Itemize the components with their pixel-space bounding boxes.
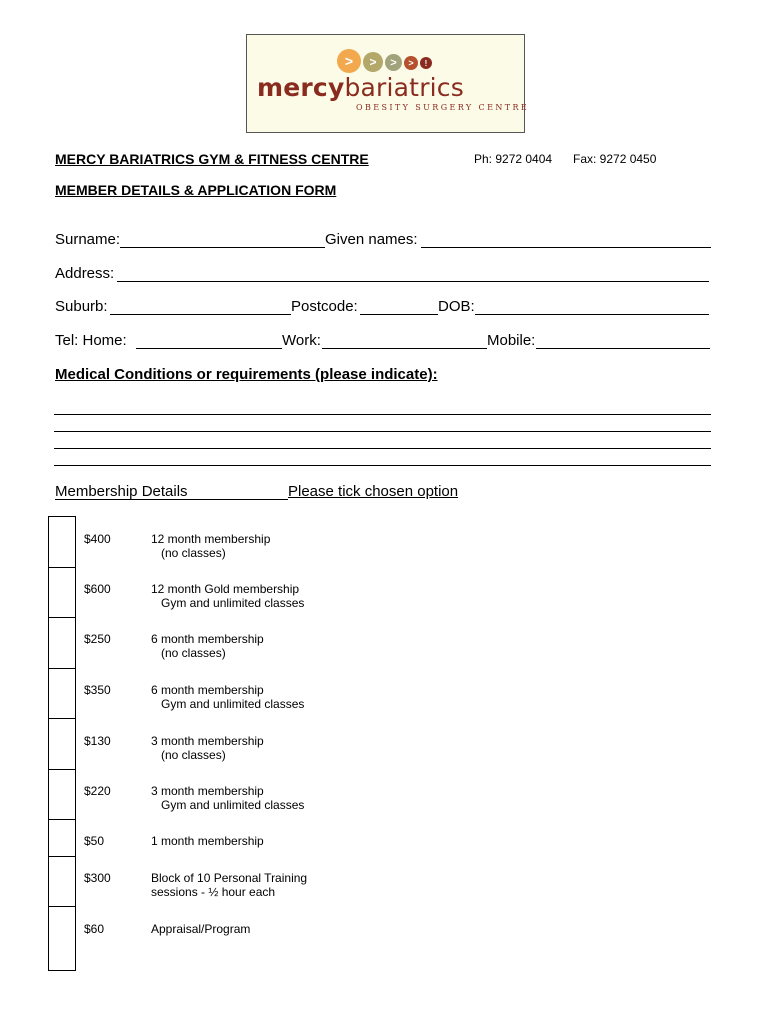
tel-home-label: Tel: Home: — [55, 332, 127, 349]
postcode-label: Postcode: — [291, 298, 358, 315]
option-price: $600 — [84, 582, 111, 596]
given-names-field[interactable] — [421, 247, 711, 248]
option-price: $130 — [84, 734, 111, 748]
option-description: Block of 10 Personal Training sessions - ½ hour each — [151, 871, 308, 899]
work-label: Work: — [282, 332, 321, 349]
logo-dot-3: > — [385, 54, 402, 71]
option-price: $250 — [84, 632, 111, 646]
option-description: 1 month membership — [151, 834, 264, 848]
tick-box-220[interactable] — [49, 770, 75, 818]
postcode-field[interactable] — [360, 314, 438, 315]
tick-box-250[interactable] — [49, 618, 75, 667]
option-description: 12 month Gold membership Gym and unlimited classes — [151, 582, 305, 610]
tel-home-field[interactable] — [136, 348, 282, 349]
tick-box-60[interactable] — [49, 907, 75, 970]
given-names-label: Given names: — [325, 231, 418, 248]
surname-field[interactable] — [120, 247, 325, 248]
option-description: 12 month membership (no classes) — [151, 532, 271, 560]
surname-label: Surname: — [55, 231, 121, 248]
option-description: Appraisal/Program — [151, 922, 251, 936]
tick-box-50[interactable] — [49, 820, 75, 855]
mobile-field[interactable] — [536, 348, 710, 349]
dob-label: DOB: — [438, 298, 475, 315]
logo-dot-4: > — [404, 56, 418, 70]
tick-box-350[interactable] — [49, 669, 75, 717]
tick-box-300[interactable] — [49, 857, 75, 905]
dob-field[interactable] — [475, 314, 709, 315]
mobile-label: Mobile: — [487, 332, 536, 349]
centre-name: MERCY BARIATRICS GYM & FITNESS CENTRE — [55, 151, 369, 167]
option-description: 3 month membership (no classes) — [151, 734, 264, 762]
option-price: $60 — [84, 922, 105, 936]
tick-box-400[interactable] — [49, 517, 75, 566]
logo-subtitle: OBESITY SURGERY CENTRE — [356, 103, 530, 112]
option-description: 6 month membership Gym and unlimited classes — [151, 683, 305, 711]
suburb-field[interactable] — [110, 314, 291, 315]
medical-line-3[interactable] — [54, 448, 711, 449]
option-description: 6 month membership (no classes) — [151, 632, 264, 660]
address-label: Address: — [55, 265, 115, 282]
form-title: MEMBER DETAILS & APPLICATION FORM — [55, 182, 337, 198]
option-description: 3 month membership Gym and unlimited classes — [151, 784, 305, 812]
logo-dot-1: > — [337, 49, 361, 73]
medical-line-4[interactable] — [54, 465, 711, 466]
tick-box-130[interactable] — [49, 719, 75, 768]
work-field[interactable] — [322, 348, 487, 349]
membership-instruction: Please tick chosen option — [288, 483, 459, 500]
medical-line-2[interactable] — [54, 431, 711, 432]
membership-heading: Membership Details — [55, 483, 188, 500]
tick-box-600[interactable] — [49, 568, 75, 616]
phone-number: Ph: 9272 0404 — [474, 152, 553, 166]
medical-line-1[interactable] — [54, 414, 711, 415]
option-price: $350 — [84, 683, 111, 697]
membership-heading-underline — [55, 499, 288, 500]
logo-dot-2: > — [363, 52, 383, 72]
logo — [246, 34, 530, 133]
fax-number: Fax: 9272 0450 — [573, 152, 657, 166]
medical-heading: Medical Conditions or requirements (please indicate): — [55, 366, 438, 383]
address-field[interactable] — [117, 281, 709, 282]
logo-dot-5: ! — [420, 57, 432, 69]
logo-wordmark: mercybariatrics — [257, 73, 464, 102]
suburb-label: Suburb: — [55, 298, 108, 315]
option-price: $300 — [84, 871, 111, 885]
option-price: $50 — [84, 834, 105, 848]
option-price: $220 — [84, 784, 111, 798]
option-price: $400 — [84, 532, 111, 546]
